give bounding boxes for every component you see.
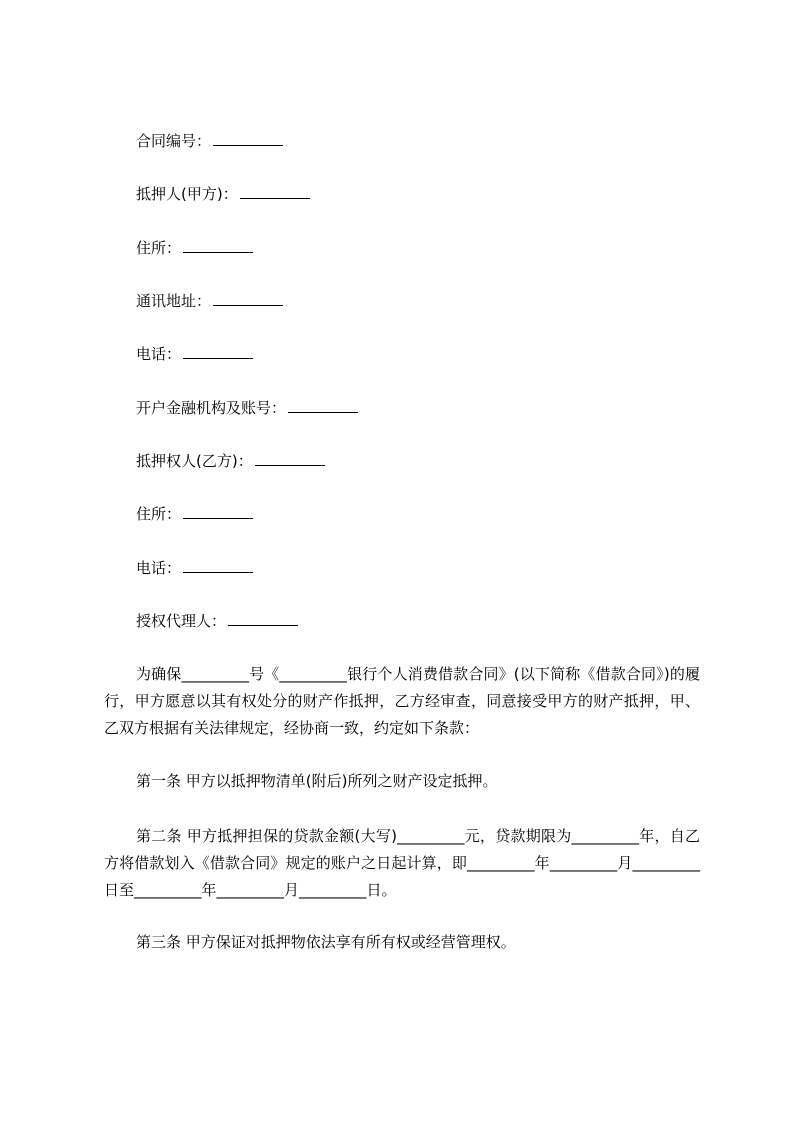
mortgagor-address-field [136, 238, 253, 258]
field-blank [288, 398, 358, 413]
field-label: 开户金融机构及账号： [136, 399, 287, 417]
mortgagor-phone-field [136, 344, 253, 364]
field-label: 抵押权人(乙方)： [136, 452, 253, 470]
field-blank [213, 291, 283, 306]
preamble-paragraph: 为确保_________号《_________银行个人消费借款合同》(以下简称《借款合同》)的履行，甲方愿意以其有权处分的财产作抵押，乙方经审查，同意接受甲方的财产抵押，甲、乙双方根据有关法律规定，经协商一致，约定如下条款： [104, 665, 700, 737]
mailing-address-field [136, 291, 283, 311]
mortgagor-field [136, 184, 310, 204]
field-label: 住所： [136, 239, 182, 257]
field-blank [183, 344, 253, 359]
mortgagee-field [136, 451, 325, 471]
field-label: 授权代理人： [136, 612, 227, 630]
authorized-agent-field [136, 611, 298, 631]
mortgagee-phone-field [136, 558, 253, 578]
field-blank [213, 131, 283, 146]
field-blank [183, 238, 253, 253]
field-label: 抵押人(甲方)： [136, 185, 238, 203]
article-2: 第二条 甲方抵押担保的贷款金额(大写)_________元，贷款期限为_________年，自乙方将借款划入《借款合同》规定的账户之日起计算，即_________年_________月_________日至_________年_________月_________日。 [104, 827, 700, 899]
contract-number-field [136, 131, 283, 151]
field-blank [183, 558, 253, 573]
mortgagee-address-field [136, 504, 253, 524]
field-blank [240, 184, 310, 199]
field-blank [183, 504, 253, 519]
field-blank [228, 611, 298, 626]
field-label: 电话： [136, 345, 182, 363]
field-label: 通讯地址： [136, 292, 212, 310]
article-3: 第三条 甲方保证对抵押物依法享有所有权或经营管理权。 [136, 933, 516, 951]
field-label: 合同编号： [136, 132, 212, 150]
article-1: 第一条 甲方以抵押物清单(附后)所列之财产设定抵押。 [136, 772, 498, 790]
field-label: 电话： [136, 559, 182, 577]
field-blank [255, 451, 325, 466]
bank-account-field [136, 398, 358, 418]
field-label: 住所： [136, 505, 182, 523]
